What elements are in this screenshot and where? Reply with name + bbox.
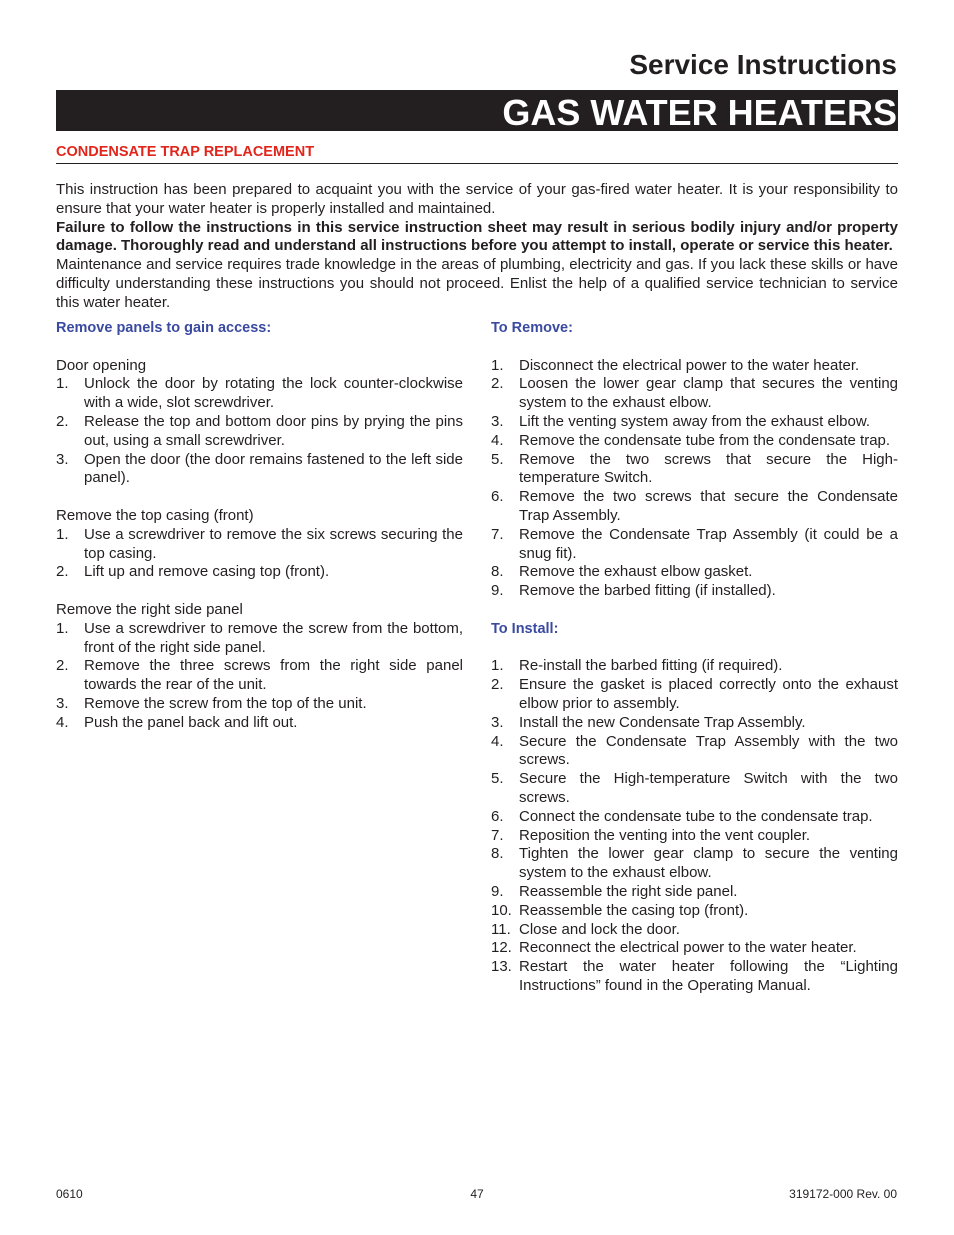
step-number: 2. — [56, 563, 69, 581]
step-text: Lift up and remove casing top (front). — [84, 563, 330, 581]
step-number: 12. — [491, 939, 512, 957]
step-number: 9. — [491, 582, 504, 600]
step-item — [491, 845, 898, 883]
step-text: Secure the Condensate Trap Assembly with the two screws. — [519, 732, 898, 769]
step-item — [491, 375, 898, 413]
step-item — [491, 357, 898, 376]
step-text: Use a screwdriver to remove the six screws securing the top casing. — [84, 525, 463, 562]
step-item — [56, 657, 463, 695]
side-panel-title: Remove the right side panel — [56, 600, 243, 618]
page-title: GAS WATER HEATERS — [502, 92, 897, 133]
step-item — [491, 733, 898, 771]
step-item — [56, 714, 463, 733]
step-item — [56, 526, 463, 564]
step-item — [491, 827, 898, 846]
step-text: Release the top and bottom door pins by prying the pins out, using a small screwdriver. — [84, 412, 463, 449]
step-item — [491, 413, 898, 432]
step-number: 1. — [56, 619, 69, 637]
step-item — [491, 714, 898, 733]
step-text: Restart the water heater following the “Lighting Instructions” found in the Operating Manual. — [519, 958, 898, 994]
step-text: Reassemble the casing top (front). — [519, 901, 749, 919]
step-text: Remove the condensate tube from the condensate trap. — [519, 431, 891, 449]
step-text: Remove the Condensate Trap Assembly (it could be a snug fit). — [519, 525, 898, 562]
access-heading: Remove panels to gain access: — [56, 320, 272, 336]
step-item — [491, 770, 898, 808]
step-text: Install the new Condensate Trap Assembly. — [519, 713, 806, 731]
step-number: 2. — [56, 412, 69, 430]
step-number: 7. — [491, 826, 504, 844]
step-number: 11. — [491, 920, 511, 938]
step-number: 3. — [491, 713, 504, 731]
step-text: Remove the exhaust elbow gasket. — [519, 563, 753, 581]
step-text: Close and lock the door. — [519, 920, 680, 938]
intro — [56, 181, 898, 313]
step-item — [491, 808, 898, 827]
step-item — [491, 958, 898, 996]
step-text: Use a screwdriver to remove the screw from the bottom, front of the right side panel. — [84, 619, 463, 656]
door-opening-title: Door opening — [56, 356, 147, 374]
step-number: 8. — [491, 563, 504, 581]
remove-heading: To Remove: — [491, 320, 573, 336]
step-item — [491, 657, 898, 676]
step-text: Ensure the gasket is placed correctly onto the exhaust elbow prior to assembly. — [519, 676, 898, 712]
step-item — [491, 676, 898, 714]
intro-paragraph: This instruction has been prepared to acquaint you with the service of your gas-fired water heater. It is your responsibility to ensure that your water heater is properly installed and maintained. — [56, 181, 898, 217]
step-number: 3. — [56, 694, 69, 712]
section-heading: CONDENSATE TRAP REPLACEMENT — [56, 144, 898, 164]
side-panel-steps — [56, 620, 463, 733]
step-item — [56, 695, 463, 714]
step-text: Connect the condensate tube to the condensate trap. — [519, 807, 873, 825]
intro-paragraph-2: Maintenance and service requires trade knowledge in the areas of plumbing, electricity and gas. If you lack these skills or have difficulty understanding these instructions you should not proceed. Enlist the help of a qualified service technician to service this water heater. — [56, 256, 898, 311]
step-item — [491, 883, 898, 902]
page-number: 47 — [470, 1187, 484, 1201]
left-column — [56, 319, 463, 733]
step-number: 2. — [491, 375, 504, 393]
step-number: 2. — [56, 657, 69, 675]
step-number: 4. — [491, 431, 504, 449]
step-number: 3. — [491, 412, 504, 430]
step-item — [491, 563, 898, 582]
door-opening-steps — [56, 375, 463, 488]
step-number: 10. — [491, 901, 512, 919]
document-number: 319172-000 Rev. 00 — [789, 1187, 897, 1201]
step-number: 13. — [491, 958, 512, 976]
step-item — [491, 939, 898, 958]
step-text: Remove the three screws from the right side panel towards the rear of the unit. — [84, 657, 463, 694]
step-number: 4. — [56, 713, 69, 731]
step-number: 2. — [491, 676, 504, 694]
step-number: 1. — [56, 525, 69, 543]
step-number: 9. — [491, 882, 504, 900]
step-item — [491, 582, 898, 601]
step-item — [491, 902, 898, 921]
step-number: 5. — [491, 450, 504, 468]
title-bar — [56, 90, 898, 131]
install-steps — [491, 657, 898, 995]
step-item — [491, 488, 898, 526]
step-text: Open the door (the door remains fastened to the left side panel). — [84, 450, 463, 487]
page-subtitle: Service Instructions — [629, 49, 897, 80]
step-number: 5. — [491, 770, 504, 788]
step-text: Tighten the lower gear clamp to secure the venting system to the exhaust elbow. — [519, 845, 898, 882]
step-text: Loosen the lower gear clamp that secures the venting system to the exhaust elbow. — [519, 375, 898, 412]
step-item — [56, 451, 463, 489]
step-text: Reconnect the electrical power to the water heater. — [519, 939, 857, 957]
warning-paragraph: Failure to follow the instructions in this service instruction sheet may result in serious bodily injury and/or property damage. Thoroughly read and understand all instructions before you attempt to install, operate or service this heater. — [56, 218, 898, 255]
step-item — [491, 451, 898, 489]
install-heading: To Install: — [491, 620, 559, 637]
step-number: 1. — [56, 375, 69, 393]
step-text: Reposition the venting into the vent coupler. — [519, 826, 811, 844]
top-casing-title: Remove the top casing (front) — [56, 506, 254, 524]
step-item — [491, 526, 898, 564]
step-text: Remove the two screws that secure the High-temperature Switch. — [519, 450, 898, 487]
step-text: Remove the barbed fitting (if installed). — [519, 582, 776, 600]
right-column — [491, 319, 898, 996]
step-text: Unlock the door by rotating the lock counter-clockwise with a wide, slot screwdriver. — [84, 375, 463, 412]
step-number: 6. — [491, 807, 504, 825]
step-item — [491, 432, 898, 451]
top-casing-steps — [56, 526, 463, 582]
step-text: Lift the venting system away from the exhaust elbow. — [519, 412, 871, 430]
step-item — [56, 375, 463, 413]
footer-date-code: 0610 — [56, 1187, 83, 1201]
step-number: 1. — [491, 356, 504, 374]
step-text: Remove the screw from the top of the unit. — [84, 694, 367, 712]
step-text: Secure the High-temperature Switch with the two screws. — [519, 770, 898, 806]
step-text: Push the panel back and lift out. — [84, 713, 298, 731]
step-item — [56, 413, 463, 451]
step-text: Disconnect the electrical power to the water heater. — [519, 356, 860, 374]
step-text: Remove the two screws that secure the Condensate Trap Assembly. — [519, 488, 898, 524]
step-item — [56, 620, 463, 658]
step-number: 6. — [491, 488, 504, 506]
step-text: Re-install the barbed fitting (if required). — [519, 657, 783, 675]
remove-steps — [491, 357, 898, 601]
step-item — [491, 921, 898, 940]
step-number: 4. — [491, 732, 504, 750]
step-item — [56, 563, 463, 582]
step-number: 8. — [491, 845, 504, 863]
step-number: 3. — [56, 450, 69, 468]
step-number: 7. — [491, 525, 504, 543]
step-text: Reassemble the right side panel. — [519, 882, 738, 900]
step-number: 1. — [491, 657, 504, 675]
